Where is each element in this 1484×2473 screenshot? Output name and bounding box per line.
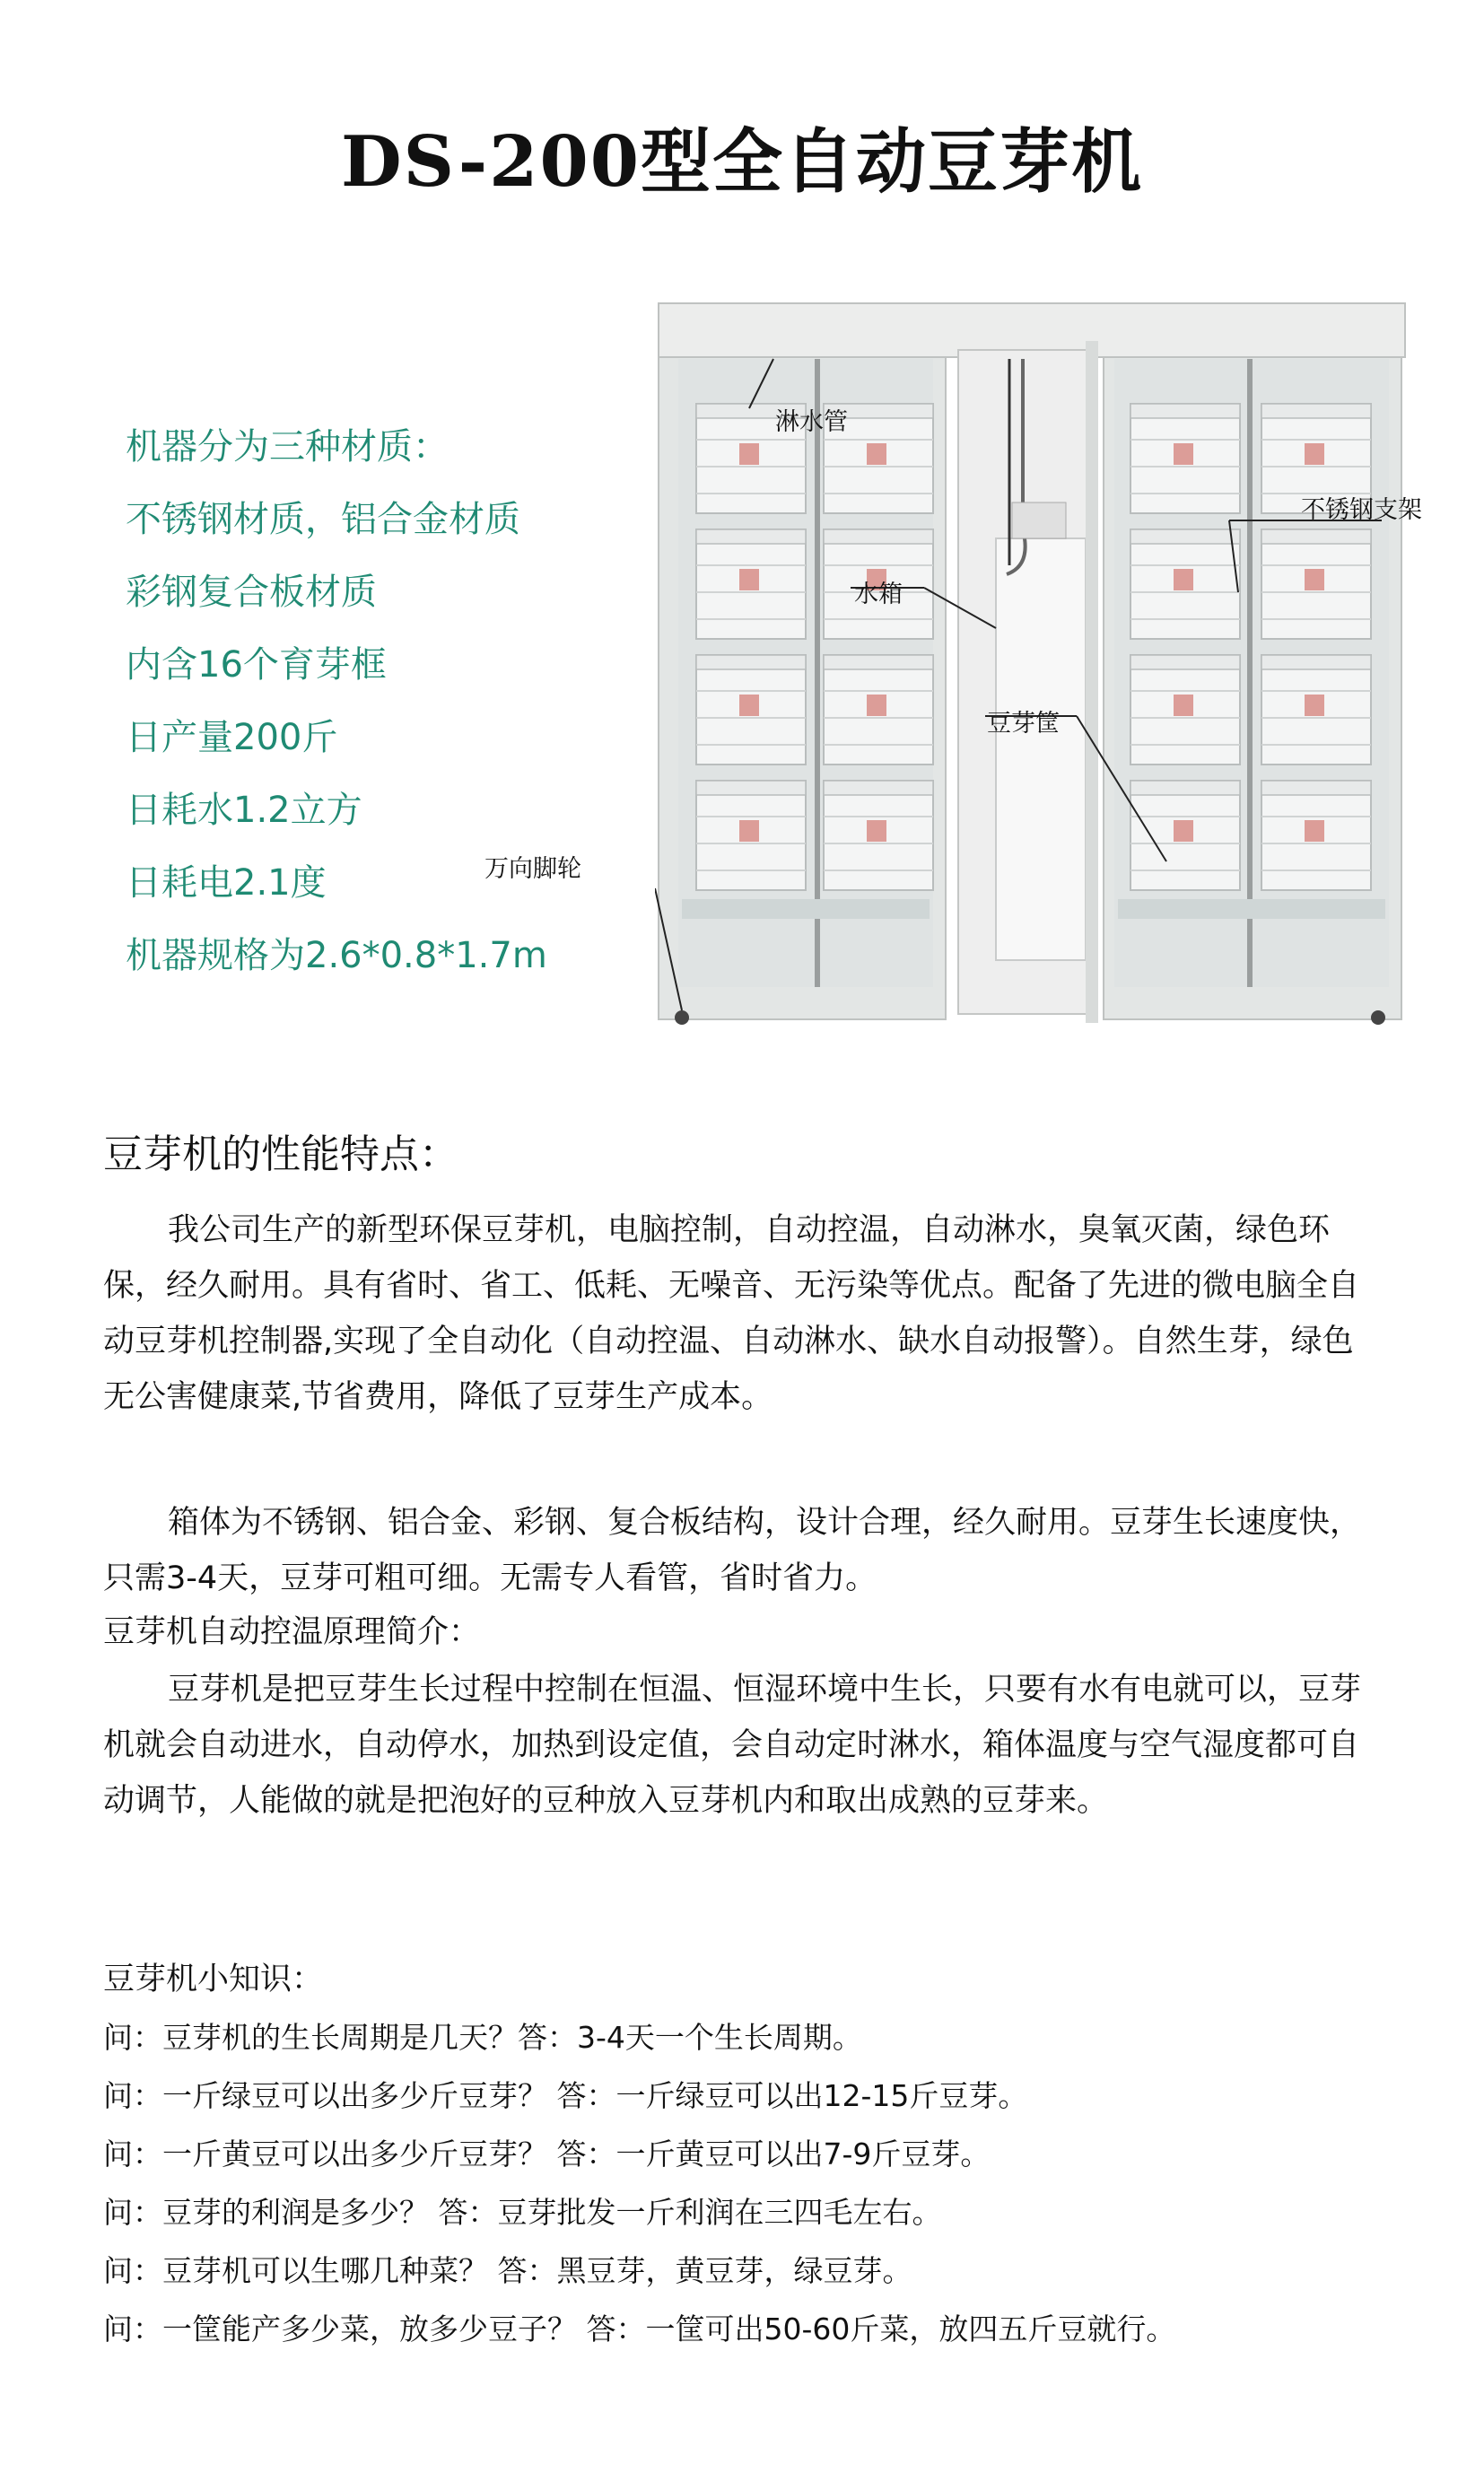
spec-item: 机器规格为2.6*0.8*1.7m: [126, 935, 547, 976]
section-title: 豆芽机的性能特点：: [103, 1132, 458, 1177]
faq-item: 问：一筐能产多少菜，放多少豆子？ 答：一筐可出50-60斤菜，放四五斤豆就行。: [103, 2311, 1176, 2346]
faq-item: 问：一斤绿豆可以出多少斤豆芽？ 答：一斤绿豆可以出12-15斤豆芽。: [103, 2078, 1028, 2113]
spec-item: 日产量200斤: [126, 717, 338, 758]
callout-pipe: 淋水管: [775, 408, 848, 436]
paragraph: 箱体为不锈钢、铝合金、彩钢、复合板结构，设计合理，经久耐用。豆芽生长速度快，只需3-4天，豆芽可粗可细。无需专人看管，省时省力。: [103, 1505, 1362, 1596]
spec-item: 不锈钢材质，铝合金材质: [126, 499, 520, 540]
page-title: DS-200型全自动豆芽机: [340, 121, 1144, 203]
spec-item: 彩钢复合板材质: [126, 572, 377, 613]
spec-item: 日耗水1.2立方: [126, 790, 362, 831]
callout-rack: 不锈钢支架: [1301, 496, 1422, 524]
faq-item: 问：豆芽的利润是多少？ 答：豆芽批发一斤利润在三四毛左右。: [103, 2195, 942, 2230]
sub-title: 豆芽机自动控温原理简介：: [103, 1614, 481, 1650]
callout-wheel: 万向脚轮: [484, 855, 581, 883]
faq-item: 问：豆芽机的生长周期是几天？答：3-4天一个生长周期。: [103, 2020, 862, 2055]
spec-item: 机器分为三种材质：: [126, 426, 449, 468]
faq-list: [103, 2010, 1175, 2360]
spec-item: 内含16个育芽框: [126, 644, 387, 686]
spec-item: 日耗电2.1度: [126, 862, 327, 904]
spec-list: [126, 411, 547, 992]
faq-title: 豆芽机小知识：: [103, 1962, 324, 1997]
callout-basket: 豆芽筐: [987, 710, 1060, 738]
callout-tank: 水箱: [854, 581, 903, 608]
machine-illustration: [655, 296, 1409, 1032]
paragraph: 我公司生产的新型环保豆芽机，电脑控制，自动控温，自动淋水，臭氧灭菌，绿色环保，经久耐用。具有省时、省工、低耗、无噪音、无污染等优点。配备了先进的微电脑全自动豆芽机控制器,实现了全自动化（自动控温、自动淋水、缺水自动报警）。自然生芽，绿色无公害健康菜,节省费用，降低了豆芽生产成本。: [103, 1212, 1360, 1415]
faq-item: 问：豆芽机可以生哪几种菜？ 答：黑豆芽，黄豆芽，绿豆芽。: [103, 2253, 912, 2288]
faq-item: 问：一斤黄豆可以出多少斤豆芽？ 答：一斤黄豆可以出7-9斤豆芽。: [103, 2137, 991, 2172]
paragraph: 豆芽机是把豆芽生长过程中控制在恒温、恒湿环境中生长，只要有水有电就可以，豆芽机就会自动进水，自动停水，加热到设定值，会自动定时淋水，箱体温度与空气湿度都可自动调节，人能做的就是把泡好的豆种放入豆芽机内和取出成熟的豆芽来。: [103, 1672, 1362, 1819]
